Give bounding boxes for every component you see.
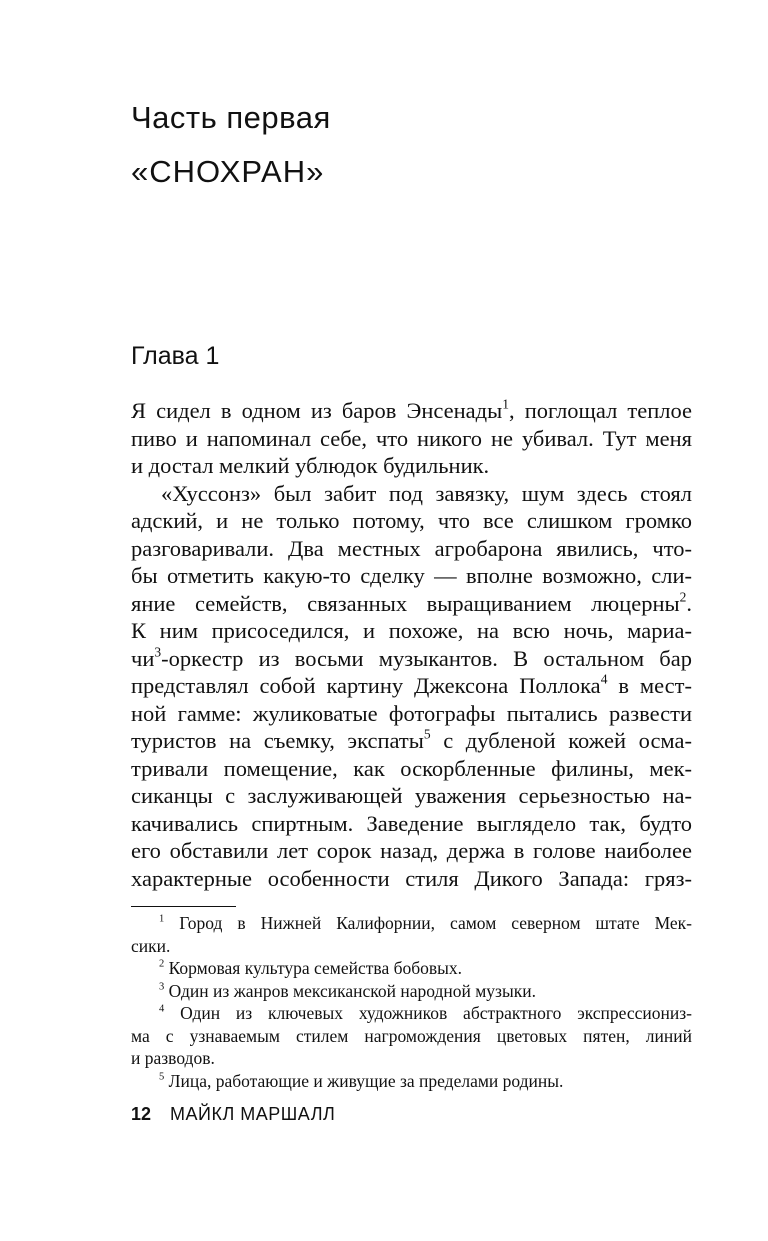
text-line xyxy=(131,865,692,893)
paragraph-1 xyxy=(131,397,692,480)
footnote-marker: 5 xyxy=(423,726,431,742)
footnote-number: 2 xyxy=(159,958,165,970)
text-run: -оркестр из восьми музыкантов. В остальном бар xyxy=(161,645,692,671)
footnote-marker: 4 xyxy=(600,671,608,687)
footnote-marker: 1 xyxy=(502,396,509,412)
footnote-line: сики. xyxy=(131,935,171,956)
text-line xyxy=(131,645,692,673)
text-line xyxy=(131,590,692,618)
text-run: чи xyxy=(131,645,155,671)
running-footer-author: МАЙКЛ МАРШАЛЛ xyxy=(170,1104,336,1124)
text-run: его обставили лет сорок назад, держа в голове наиболее xyxy=(131,838,692,863)
footnote-line: $^3$ Один из жанров мексиканской народной музыки. xyxy=(159,980,536,1001)
text-line xyxy=(131,672,692,700)
footnote-number: 1 xyxy=(159,913,165,925)
text-line xyxy=(131,727,692,755)
text-run: пиво и напоминал себе, что никого не убивал. Тут меня xyxy=(131,425,692,451)
text-line xyxy=(131,755,692,783)
text-line xyxy=(131,480,692,508)
footnote-rule xyxy=(131,906,236,907)
text-line xyxy=(131,837,692,865)
part-title: Часть первая xyxy=(131,100,331,135)
footnote-line: $^1$ Город в Нижней Калифорнии, самом северном штате Мек- xyxy=(159,913,692,933)
text-run: «Хуссонз» был забит под завязку, шум здесь стоял xyxy=(161,480,692,506)
text-run: Я сидел в одном из баров Энсенады xyxy=(131,398,503,423)
text-run: в мест- xyxy=(607,673,692,698)
text-line xyxy=(131,397,692,425)
footnotes xyxy=(131,912,692,1092)
text-line xyxy=(131,562,692,590)
footnote-marker: 2 xyxy=(679,589,687,605)
text-run: характерные особенности стиля Дикого Запада: гряз- xyxy=(131,865,692,891)
text-run: К ним присоседился, и похоже, на всю ночь, мариа- xyxy=(131,618,692,643)
text-run: ной гамме: жуликоватые фотографы пытались развести xyxy=(131,700,692,726)
text-run: яние семейств, связанных выращиванием люцерны xyxy=(131,590,680,616)
footnote-line: и разводов. xyxy=(131,1048,215,1068)
text-run: с дубленой кожей осма- xyxy=(430,728,692,753)
chapter-title: Глава 1 xyxy=(131,342,220,370)
text-run: и достал мелкий ублюдок будильник. xyxy=(131,453,490,478)
page-number: 12 xyxy=(131,1104,152,1124)
text-line xyxy=(131,617,692,645)
body-text xyxy=(131,397,692,892)
text-run: разговаривали. Два местных агробарона явились, что- xyxy=(131,535,692,561)
text-line xyxy=(131,452,692,480)
text-line xyxy=(131,782,692,810)
running-footer xyxy=(131,1104,335,1125)
paragraph-2 xyxy=(131,480,692,893)
text-run: бы отметить какую-то сделку — вполне возможно, сли- xyxy=(131,563,692,588)
footnote-marker: 3 xyxy=(154,644,162,660)
text-run: . xyxy=(686,590,692,616)
footnote-line: $^5$ Лица, работающие и живущие за пределами родины. xyxy=(159,1070,564,1091)
text-line xyxy=(131,700,692,728)
text-run: , поглощал теплое xyxy=(508,398,692,423)
text-run: адский, и не только потому, что все слишком громко xyxy=(131,508,692,533)
text-run: тривали помещение, как оскорбленные филины, мек- xyxy=(131,755,692,781)
text-run: представлял собой картину Джексона Поллока xyxy=(131,673,601,698)
part-subtitle: «СНОХРАН» xyxy=(131,154,325,189)
footnote-number: 3 xyxy=(159,981,165,993)
footnote-number: 4 xyxy=(159,1003,165,1015)
footnote-number: 5 xyxy=(159,1071,165,1083)
text-line xyxy=(131,507,692,535)
text-line xyxy=(131,535,692,563)
footnote-line: ма с узнаваемым стилем нагромождения цветовых пятен, линий xyxy=(131,1025,692,1046)
text-line xyxy=(131,425,692,453)
text-run: туристов на съемку, экспаты xyxy=(131,728,424,753)
text-line xyxy=(131,810,692,838)
text-run: качивались спиртным. Заведение выглядело так, будто xyxy=(131,810,692,836)
footnote-line: $^4$ Один из ключевых художников абстрактного экспрессиониз- xyxy=(159,1003,692,1023)
footnote-line: $^2$ Кормовая культура семейства бобовых. xyxy=(159,958,463,978)
text-run: сиканцы с заслуживающей уважения серьезностью на- xyxy=(131,783,692,808)
